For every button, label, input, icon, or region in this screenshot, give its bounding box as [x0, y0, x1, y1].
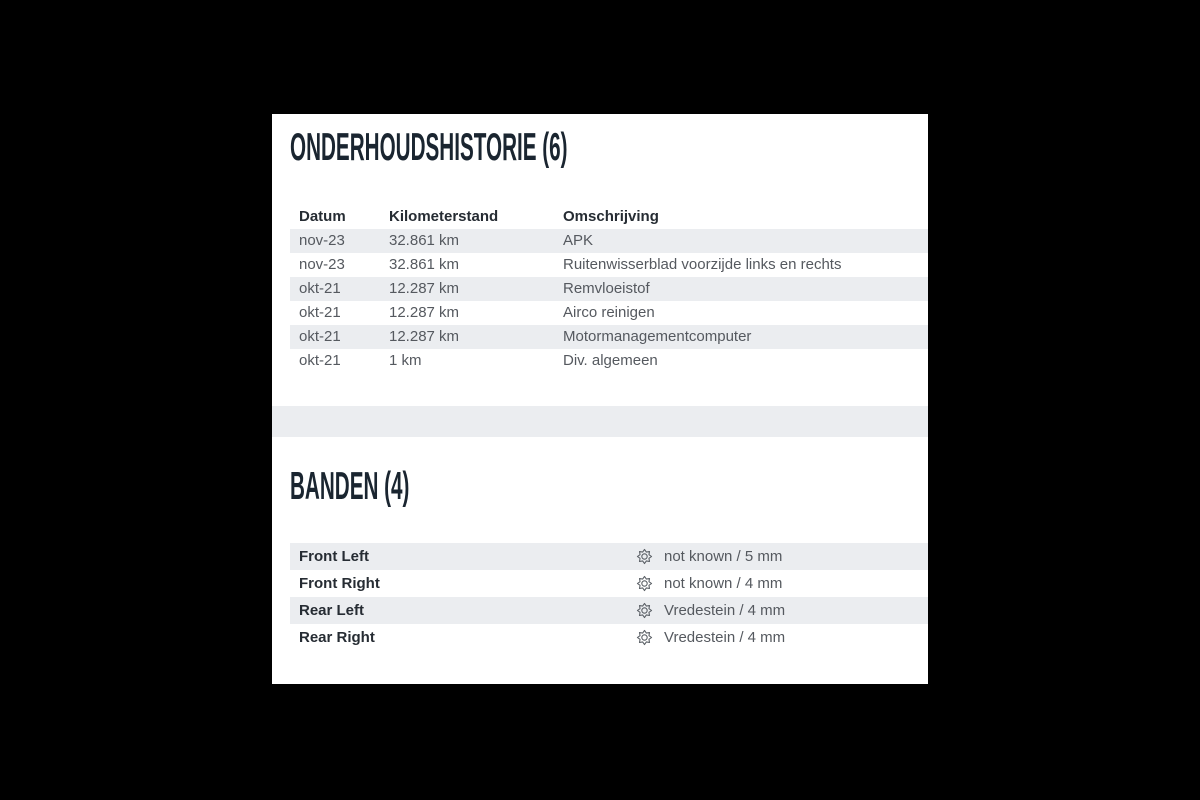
maintenance-table-header [290, 205, 928, 229]
maintenance-row-datum: okt-21 [299, 352, 341, 369]
tire-value: not known / 4 mm [664, 575, 783, 592]
maintenance-row-km: 32.861 km [389, 256, 460, 273]
maintenance-row-km: 12.287 km [389, 328, 460, 345]
maintenance-row-datum: okt-21 [299, 304, 341, 321]
maintenance-row [290, 229, 928, 253]
section-divider [272, 406, 928, 437]
maintenance-row [290, 349, 928, 373]
maintenance-row-km: 12.287 km [389, 304, 460, 321]
maintenance-row-omschrijving: Div. algemeen [563, 352, 658, 369]
maintenance-section-title [290, 128, 814, 168]
maintenance-row [290, 301, 928, 325]
tires-section-title [290, 467, 515, 507]
maintenance-section-title-text: ONDERHOUDSHISTORIE (6) [290, 126, 568, 169]
tires-table [290, 543, 928, 651]
gear-icon [636, 629, 653, 646]
column-header-datum: Datum [299, 208, 346, 225]
tires-section-title-text: BANDEN (4) [290, 465, 410, 508]
maintenance-row-omschrijving: Remvloeistof [563, 280, 650, 297]
tire-position-label: Front Right [299, 575, 380, 592]
column-header-kilometerstand: Kilometerstand [389, 208, 499, 225]
tire-position-label: Front Left [299, 548, 369, 565]
maintenance-row-datum: nov-23 [299, 256, 345, 273]
tire-row [290, 624, 928, 651]
maintenance-row-km: 1 km [389, 352, 422, 369]
maintenance-row-datum: nov-23 [299, 232, 345, 249]
maintenance-row-omschrijving: Airco reinigen [563, 304, 655, 321]
tire-value: Vredestein / 4 mm [664, 629, 786, 646]
maintenance-row-datum: okt-21 [299, 280, 341, 297]
maintenance-row [290, 277, 928, 301]
tire-value: not known / 5 mm [664, 548, 783, 565]
tire-position-label: Rear Right [299, 629, 375, 646]
tire-value: Vredestein / 4 mm [664, 602, 786, 619]
gear-icon [636, 548, 653, 565]
column-header-omschrijving: Omschrijving [563, 208, 659, 225]
tire-row [290, 597, 928, 624]
maintenance-row-omschrijving: APK [563, 232, 594, 249]
tire-row [290, 543, 928, 570]
maintenance-table [290, 205, 928, 373]
vehicle-report-card [272, 114, 928, 684]
gear-icon [636, 575, 653, 592]
maintenance-row-omschrijving: Motormanagementcomputer [563, 328, 752, 345]
maintenance-row [290, 325, 928, 349]
maintenance-row-km: 12.287 km [389, 280, 460, 297]
gear-icon [636, 602, 653, 619]
maintenance-row-omschrijving: Ruitenwisserblad voorzijde links en rechts [563, 256, 842, 273]
maintenance-row [290, 253, 928, 277]
tire-position-label: Rear Left [299, 602, 365, 619]
maintenance-row-km: 32.861 km [389, 232, 460, 249]
maintenance-row-datum: okt-21 [299, 328, 341, 345]
tire-row [290, 570, 928, 597]
